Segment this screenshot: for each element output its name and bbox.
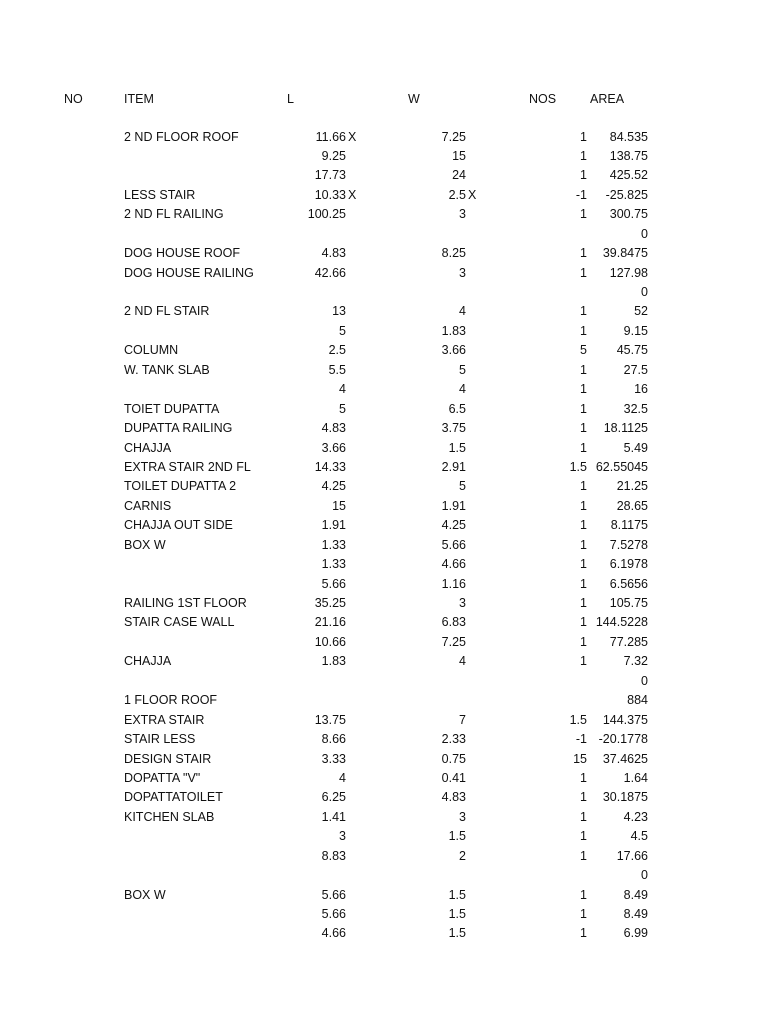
item-cell: LESS STAIR <box>124 187 196 202</box>
length-cell: 5.66 <box>321 887 346 902</box>
width-cell: 1.5 <box>448 887 466 902</box>
length-cell: 4.83 <box>321 421 346 436</box>
area-cell: 52 <box>634 304 648 319</box>
area-cell: 17.66 <box>616 848 648 863</box>
width-cell: 2 <box>459 848 466 863</box>
length-cell: 5.66 <box>321 576 346 591</box>
table-row <box>0 166 768 185</box>
table-row <box>0 439 768 458</box>
multiply-mark: X <box>348 129 357 144</box>
table-row <box>0 730 768 749</box>
multiply-mark: X <box>468 187 477 202</box>
nos-cell: 1 <box>580 440 587 455</box>
nos-cell: -1 <box>575 187 587 202</box>
item-cell: 2 ND FL RAILING <box>124 207 224 222</box>
area-cell: 0 <box>641 226 648 241</box>
table-row <box>0 750 768 769</box>
length-cell: 1.41 <box>321 809 346 824</box>
table-row <box>0 186 768 205</box>
length-cell: 4 <box>339 770 346 785</box>
width-cell: 8.25 <box>441 246 466 261</box>
nos-cell: 1.5 <box>569 459 587 474</box>
nos-cell: 1 <box>580 498 587 513</box>
width-cell: 1.5 <box>448 907 466 921</box>
nos-cell: 1 <box>580 479 587 494</box>
width-cell: 5.66 <box>441 537 466 552</box>
table-row <box>0 536 768 555</box>
area-cell: 45.75 <box>616 343 648 358</box>
header-nos: NOS <box>529 92 557 106</box>
width-cell: 4.83 <box>441 790 466 805</box>
nos-cell: 1 <box>580 323 587 338</box>
table-body <box>0 128 768 944</box>
length-cell: 4 <box>339 382 346 397</box>
nos-cell: 1 <box>580 129 587 144</box>
item-cell: CHAJJA <box>124 654 172 669</box>
area-cell: 7.5278 <box>609 537 648 552</box>
width-cell: 3.75 <box>441 421 466 436</box>
table-row <box>0 633 768 652</box>
width-cell: 24 <box>452 168 466 183</box>
width-cell: 6.5 <box>448 401 466 416</box>
table-row <box>0 302 768 321</box>
header-length: L <box>287 92 294 106</box>
nos-cell: 1 <box>580 557 587 572</box>
width-cell: 3 <box>459 596 466 610</box>
nos-cell: 1 <box>580 518 587 533</box>
item-cell: TOILET DUPATTA 2 <box>124 479 237 494</box>
length-cell: 13.75 <box>314 712 346 727</box>
width-cell: 4 <box>459 382 466 397</box>
table-row <box>0 497 768 516</box>
nos-cell: 1 <box>580 246 587 261</box>
length-cell: 3.33 <box>321 751 346 766</box>
area-cell: 8.1175 <box>610 518 648 533</box>
nos-cell: 1 <box>580 148 587 163</box>
area-cell: 8.49 <box>623 887 648 902</box>
area-cell: 4.5 <box>630 829 648 844</box>
item-cell: DOG HOUSE RAILING <box>124 265 254 280</box>
area-cell: 144.375 <box>602 712 648 727</box>
table-row <box>0 458 768 477</box>
nos-cell: 1 <box>580 576 587 591</box>
width-cell: 3.66 <box>441 343 466 358</box>
table-row <box>0 905 768 924</box>
table-row <box>0 808 768 827</box>
table-row <box>0 652 768 671</box>
nos-cell: 5 <box>580 343 587 358</box>
area-cell: 18.1125 <box>603 421 648 436</box>
length-cell: 11.66 <box>315 129 346 144</box>
table-row <box>0 341 768 360</box>
area-cell: 37.4625 <box>602 751 648 766</box>
width-cell: 4 <box>459 304 466 319</box>
length-cell: 1.33 <box>321 557 346 572</box>
item-cell: CHAJJA <box>124 440 172 455</box>
area-cell: 0 <box>641 285 648 299</box>
item-cell: STAIR CASE WALL <box>124 615 235 630</box>
nos-cell: 1 <box>580 537 587 552</box>
area-cell: 0 <box>641 868 648 883</box>
nos-cell: 1 <box>580 907 587 921</box>
area-cell: 28.65 <box>616 498 648 513</box>
area-cell: 16 <box>634 382 648 397</box>
header-item: ITEM <box>124 92 154 106</box>
table-row <box>0 827 768 846</box>
table-row <box>0 477 768 496</box>
item-cell: CARNIS <box>124 498 172 513</box>
length-cell: 1.91 <box>321 518 346 533</box>
length-cell: 14.33 <box>314 459 346 474</box>
table-row <box>0 866 768 885</box>
width-cell: 7.25 <box>441 129 466 144</box>
area-cell: 884 <box>627 693 648 708</box>
item-cell: COLUMN <box>124 343 179 358</box>
length-cell: 13 <box>332 304 346 319</box>
nos-cell: 1 <box>580 790 587 805</box>
area-cell: 5.49 <box>623 440 648 455</box>
nos-cell: 1 <box>580 926 587 941</box>
nos-cell: 1 <box>580 848 587 863</box>
table-row <box>0 419 768 438</box>
length-cell: 1.33 <box>321 537 346 552</box>
nos-cell: 1 <box>580 654 587 669</box>
table-row <box>0 400 768 419</box>
width-cell: 3 <box>459 809 466 824</box>
area-cell: 8.49 <box>623 907 648 921</box>
length-cell: 8.66 <box>321 732 346 747</box>
table-row <box>0 691 768 710</box>
width-cell: 5 <box>459 362 466 377</box>
item-cell: 2 ND FLOOR ROOF <box>124 129 239 144</box>
area-cell: 30.1875 <box>602 790 648 805</box>
length-cell: 2.5 <box>328 343 346 358</box>
table-row <box>0 594 768 613</box>
table-row <box>0 361 768 380</box>
table-row <box>0 847 768 866</box>
area-cell: 1.64 <box>623 770 648 785</box>
width-cell: 6.83 <box>441 615 466 630</box>
nos-cell: -1 <box>575 732 587 747</box>
nos-cell: 1 <box>580 265 587 280</box>
nos-cell: 15 <box>573 751 587 766</box>
area-cell: 62.55045 <box>595 459 648 474</box>
width-cell: 4.66 <box>441 557 466 572</box>
length-cell: 4.66 <box>321 926 346 941</box>
area-cell: 6.5656 <box>609 576 648 591</box>
width-cell: 0.75 <box>441 751 466 766</box>
width-cell: 3 <box>459 265 466 280</box>
length-cell: 42.66 <box>314 265 346 280</box>
nos-cell: 1 <box>580 421 587 436</box>
table-row <box>0 555 768 574</box>
width-cell: 7 <box>459 712 466 727</box>
table-row <box>0 788 768 807</box>
area-cell: 7.32 <box>623 654 648 669</box>
item-cell: KITCHEN SLAB <box>124 809 215 824</box>
table-row <box>0 924 768 943</box>
length-cell: 3.66 <box>321 440 346 455</box>
table-row <box>0 711 768 730</box>
area-cell: -25.825 <box>605 187 648 202</box>
item-cell: RAILING 1ST FLOOR <box>124 596 247 610</box>
width-cell: 4.25 <box>441 518 466 533</box>
item-cell: TOIET DUPATTA <box>124 401 220 416</box>
item-cell: EXTRA STAIR <box>124 712 205 727</box>
nos-cell: 1 <box>580 809 587 824</box>
nos-cell: 1 <box>580 304 587 319</box>
item-cell: EXTRA STAIR 2ND FL <box>124 459 251 474</box>
length-cell: 15 <box>332 498 346 513</box>
length-cell: 35.25 <box>314 596 346 610</box>
width-cell: 1.91 <box>441 498 466 513</box>
area-cell: -20.1778 <box>598 732 648 747</box>
width-cell: 2.33 <box>441 732 466 747</box>
nos-cell: 1 <box>580 401 587 416</box>
area-cell: 32.5 <box>623 401 648 416</box>
table-row <box>0 516 768 535</box>
table-row <box>0 128 768 147</box>
table-row <box>0 613 768 632</box>
length-cell: 5 <box>339 401 346 416</box>
length-cell: 5.5 <box>328 362 346 377</box>
item-cell: CHAJJA OUT SIDE <box>124 518 233 533</box>
table-row <box>0 322 768 341</box>
width-cell: 1.16 <box>441 576 466 591</box>
length-cell: 1.83 <box>321 654 346 669</box>
area-cell: 39.8475 <box>602 246 648 261</box>
length-cell: 10.33 <box>314 187 346 202</box>
width-cell: 4 <box>459 654 466 669</box>
table-row <box>0 672 768 691</box>
length-cell: 6.25 <box>321 790 346 805</box>
width-cell: 15 <box>452 148 466 163</box>
multiply-mark: X <box>348 187 357 202</box>
header-area: AREA <box>590 92 625 106</box>
nos-cell: 1 <box>580 382 587 397</box>
table-row <box>0 244 768 263</box>
table-row <box>0 283 768 302</box>
length-cell: 10.66 <box>314 634 346 649</box>
area-cell: 77.285 <box>609 634 648 649</box>
area-cell: 84.535 <box>609 129 648 144</box>
table-row <box>0 886 768 905</box>
nos-cell: 1.5 <box>569 712 587 727</box>
nos-cell: 1 <box>580 615 587 630</box>
area-cell: 300.75 <box>609 207 648 222</box>
item-cell: DESIGN STAIR <box>124 751 212 766</box>
item-cell: BOX W <box>124 887 166 902</box>
length-cell: 4.83 <box>321 246 346 261</box>
nos-cell: 1 <box>580 887 587 902</box>
width-cell: 3 <box>459 207 466 222</box>
width-cell: 1.83 <box>441 323 466 338</box>
item-cell: 2 ND FL STAIR <box>124 304 210 319</box>
width-cell: 0.41 <box>441 770 466 785</box>
length-cell: 8.83 <box>321 848 346 863</box>
table-row <box>0 205 768 224</box>
item-cell: W. TANK SLAB <box>124 362 210 377</box>
item-cell: BOX W <box>124 537 166 552</box>
area-cell: 9.15 <box>623 323 648 338</box>
width-cell: 1.5 <box>448 926 466 941</box>
header-width: W <box>408 92 420 106</box>
width-cell: 2.91 <box>441 459 466 474</box>
header-no: NO <box>64 92 83 106</box>
nos-cell: 1 <box>580 168 587 183</box>
table-row <box>0 380 768 399</box>
table-row <box>0 575 768 594</box>
length-cell: 3 <box>339 829 346 844</box>
width-cell: 2.5 <box>448 187 466 202</box>
area-cell: 4.23 <box>623 809 648 824</box>
item-cell: DUPATTA RAILING <box>124 421 233 436</box>
table-row <box>0 147 768 166</box>
length-cell: 100.25 <box>307 207 346 222</box>
nos-cell: 1 <box>580 770 587 785</box>
item-cell: DOG HOUSE ROOF <box>124 246 240 261</box>
area-cell: 0 <box>641 673 648 688</box>
item-cell: 1 FLOOR ROOF <box>124 693 218 708</box>
nos-cell: 1 <box>580 829 587 844</box>
width-cell: 5 <box>459 479 466 494</box>
area-cell: 127.98 <box>609 265 648 280</box>
length-cell: 17.73 <box>314 168 346 183</box>
nos-cell: 1 <box>580 207 587 222</box>
area-cell: 6.1978 <box>609 557 648 572</box>
length-cell: 5.66 <box>321 907 346 921</box>
nos-cell: 1 <box>580 362 587 377</box>
area-cell: 21.25 <box>616 479 648 494</box>
length-cell: 9.25 <box>321 148 346 163</box>
item-cell: DOPATTATOILET <box>124 790 223 805</box>
table-row <box>0 225 768 244</box>
width-cell: 1.5 <box>448 440 466 455</box>
area-cell: 144.5228 <box>595 615 648 630</box>
area-cell: 6.99 <box>623 926 648 941</box>
area-cell: 105.75 <box>609 596 648 610</box>
item-cell: STAIR LESS <box>124 732 196 747</box>
length-cell: 4.25 <box>321 479 346 494</box>
nos-cell: 1 <box>580 596 587 610</box>
item-cell: DOPATTA "V" <box>124 770 201 785</box>
table-row <box>0 264 768 283</box>
length-cell: 5 <box>339 323 346 338</box>
nos-cell: 1 <box>580 634 587 649</box>
width-cell: 1.5 <box>448 829 466 844</box>
length-cell: 21.16 <box>314 615 346 630</box>
width-cell: 7.25 <box>441 634 466 649</box>
table-row <box>0 769 768 788</box>
area-cell: 425.52 <box>609 168 648 183</box>
area-cell: 27.5 <box>623 362 648 377</box>
area-cell: 138.75 <box>609 148 648 163</box>
